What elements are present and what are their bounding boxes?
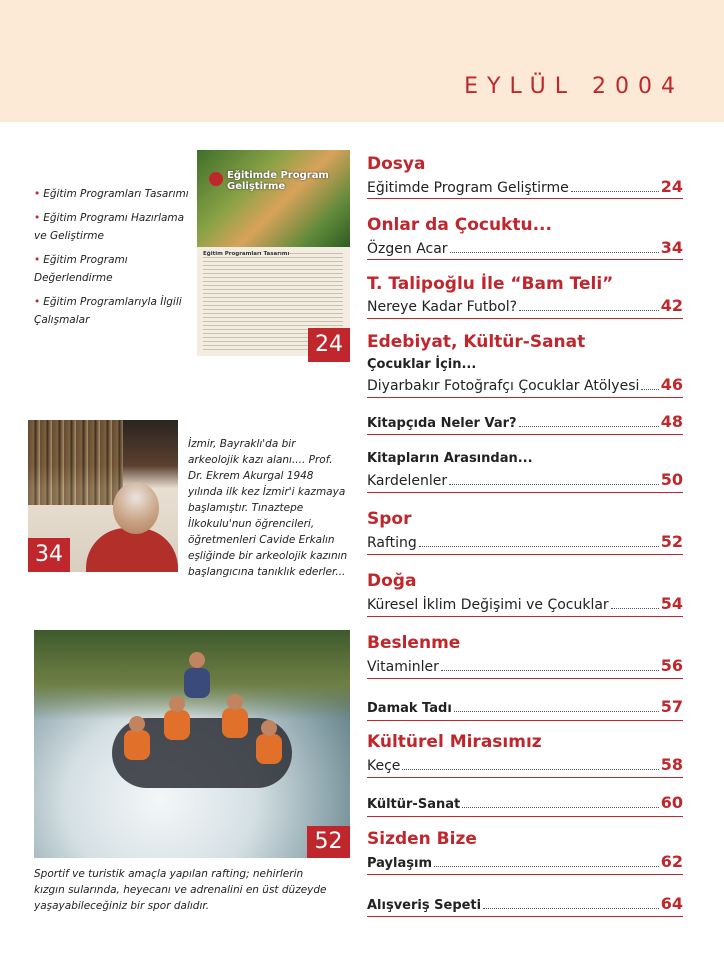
dot-leader bbox=[454, 711, 659, 712]
page-tag-24: 24 bbox=[308, 328, 350, 362]
dot-leader bbox=[571, 191, 659, 192]
section-title-spor: Spor bbox=[367, 509, 412, 529]
person-body bbox=[86, 528, 178, 572]
toc-entry[interactable]: Kardelenler 50 bbox=[367, 470, 683, 489]
dot-leader bbox=[434, 866, 659, 867]
dosya-topic: • Eğitim Programı Değerlendirme bbox=[34, 254, 128, 284]
divider bbox=[367, 777, 683, 778]
toc-entry[interactable]: Diyarbakır Fotoğrafçı Çocuklar Atölyesi 46 bbox=[367, 375, 683, 394]
divider bbox=[367, 318, 683, 319]
section-title-edebiyat: Edebiyat, Kültür-Sanat bbox=[367, 332, 586, 352]
section-title-kulturel: Kültürel Mirasımız bbox=[367, 732, 542, 752]
dot-leader bbox=[641, 389, 658, 390]
page-tag-52: 52 bbox=[307, 826, 350, 858]
toc-entry[interactable]: Alışveriş Sepeti 64 bbox=[367, 894, 683, 913]
toc-entry[interactable]: Damak Tadı 57 bbox=[367, 697, 683, 716]
section-title-taliboglu: T. Talipoğlu İle “Bam Teli” bbox=[367, 274, 614, 294]
toc-entry[interactable]: Eğitimde Program Geliştirme 24 bbox=[367, 177, 683, 196]
dot-leader bbox=[611, 608, 659, 609]
rafter-head bbox=[169, 696, 185, 712]
divider bbox=[367, 259, 683, 260]
thumbnail-inner-heading: Eğitim Programları Tasarımı bbox=[203, 251, 290, 257]
rafter bbox=[256, 734, 282, 764]
dot-leader bbox=[462, 807, 659, 808]
dosya-topic-list bbox=[34, 185, 194, 335]
divider bbox=[367, 678, 683, 679]
apple-icon bbox=[209, 172, 223, 186]
person-head bbox=[113, 482, 159, 534]
dot-leader bbox=[450, 252, 659, 253]
rafter-head bbox=[227, 694, 243, 710]
dot-leader bbox=[483, 908, 659, 909]
bullet-icon: • bbox=[34, 254, 41, 266]
archeology-caption: İzmir, Bayraklı'da bir arkeolojik kazı alanı.... Prof. Dr. Ekrem Akurgal 1948 yılında ilk kez İzmir'i kazmaya başlamıştır. Tınaztepe İlkokulu'nun öğrencileri, öğretmenleri Cavide Erkalın eşliğinde bir arkeolojik kazının başlangıcına tanıklık ederler... bbox=[188, 438, 348, 578]
dosya-topic: • Eğitim Programları Tasarımı bbox=[34, 188, 189, 200]
header-band bbox=[0, 0, 724, 122]
rafter bbox=[164, 710, 190, 740]
bullet-icon: • bbox=[34, 212, 41, 224]
issue-date: EYLÜL 2004 bbox=[464, 74, 684, 99]
toc-entry[interactable]: Rafting 52 bbox=[367, 532, 683, 551]
page-tag-34: 34 bbox=[28, 538, 70, 572]
toc-entry[interactable]: Nereye Kadar Futbol? 42 bbox=[367, 296, 683, 315]
dot-leader bbox=[519, 426, 659, 427]
divider bbox=[367, 198, 683, 199]
rafter-head bbox=[189, 652, 205, 668]
divider bbox=[367, 720, 683, 721]
rafter bbox=[222, 708, 248, 738]
divider bbox=[367, 492, 683, 493]
rafter bbox=[184, 668, 210, 698]
dot-leader bbox=[441, 670, 659, 671]
divider bbox=[367, 816, 683, 817]
section-title-sizden: Sizden Bize bbox=[367, 829, 477, 849]
section-title-beslenme: Beslenme bbox=[367, 633, 461, 653]
toc-entry[interactable]: Kitapçıda Neler Var? 48 bbox=[367, 412, 683, 431]
divider bbox=[367, 434, 683, 435]
toc-entry[interactable]: Kültür-Sanat 60 bbox=[367, 793, 683, 812]
dosya-topic: • Eğitim Programı Hazırlama ve Geliştirme bbox=[34, 212, 185, 242]
toc-entry[interactable]: Küresel İklim Değişimi ve Çocuklar 54 bbox=[367, 594, 683, 613]
dosya-topic: • Eğitim Programlarıyla İlgili Çalışmalar bbox=[34, 296, 182, 326]
divider bbox=[367, 554, 683, 555]
subsection-title: Kitapların Arasından... bbox=[367, 451, 533, 466]
divider bbox=[367, 916, 683, 917]
section-title-dosya: Dosya bbox=[367, 154, 426, 174]
dot-leader bbox=[449, 484, 659, 485]
bullet-icon: • bbox=[34, 188, 41, 200]
section-title-doga: Doğa bbox=[367, 571, 417, 591]
children-photo bbox=[197, 150, 350, 247]
toc-entry[interactable]: Özgen Acar 34 bbox=[367, 238, 683, 257]
dot-leader bbox=[419, 546, 659, 547]
bullet-icon: • bbox=[34, 296, 41, 308]
thumbnail-title: Eğitimde Program Geliştirme bbox=[227, 170, 329, 192]
section-title-onlar: Onlar da Çocuktu... bbox=[367, 215, 552, 235]
bookshelf bbox=[28, 420, 123, 505]
dosya-article-thumbnail[interactable] bbox=[197, 150, 350, 356]
rafting-caption: Sportif ve turistik amaçla yapılan rafting; nehirlerin kızgın sularında, heyecanı ve adrenalini en üst düzeyde yaşayabileceğiniz bir spor dalıdır. bbox=[34, 868, 327, 912]
rafter bbox=[124, 730, 150, 760]
divider bbox=[367, 616, 683, 617]
rafter-head bbox=[261, 720, 277, 736]
rafting-photo[interactable] bbox=[34, 630, 350, 858]
divider bbox=[367, 397, 683, 398]
toc-entry[interactable]: Keçe 58 bbox=[367, 755, 683, 774]
dot-leader bbox=[402, 769, 658, 770]
dot-leader bbox=[519, 310, 659, 311]
divider bbox=[367, 874, 683, 875]
rafter-head bbox=[129, 716, 145, 732]
subsection-title: Çocuklar İçin... bbox=[367, 357, 477, 372]
toc-entry[interactable]: Vitaminler 56 bbox=[367, 656, 683, 675]
toc-entry[interactable]: Paylaşım 62 bbox=[367, 852, 683, 871]
